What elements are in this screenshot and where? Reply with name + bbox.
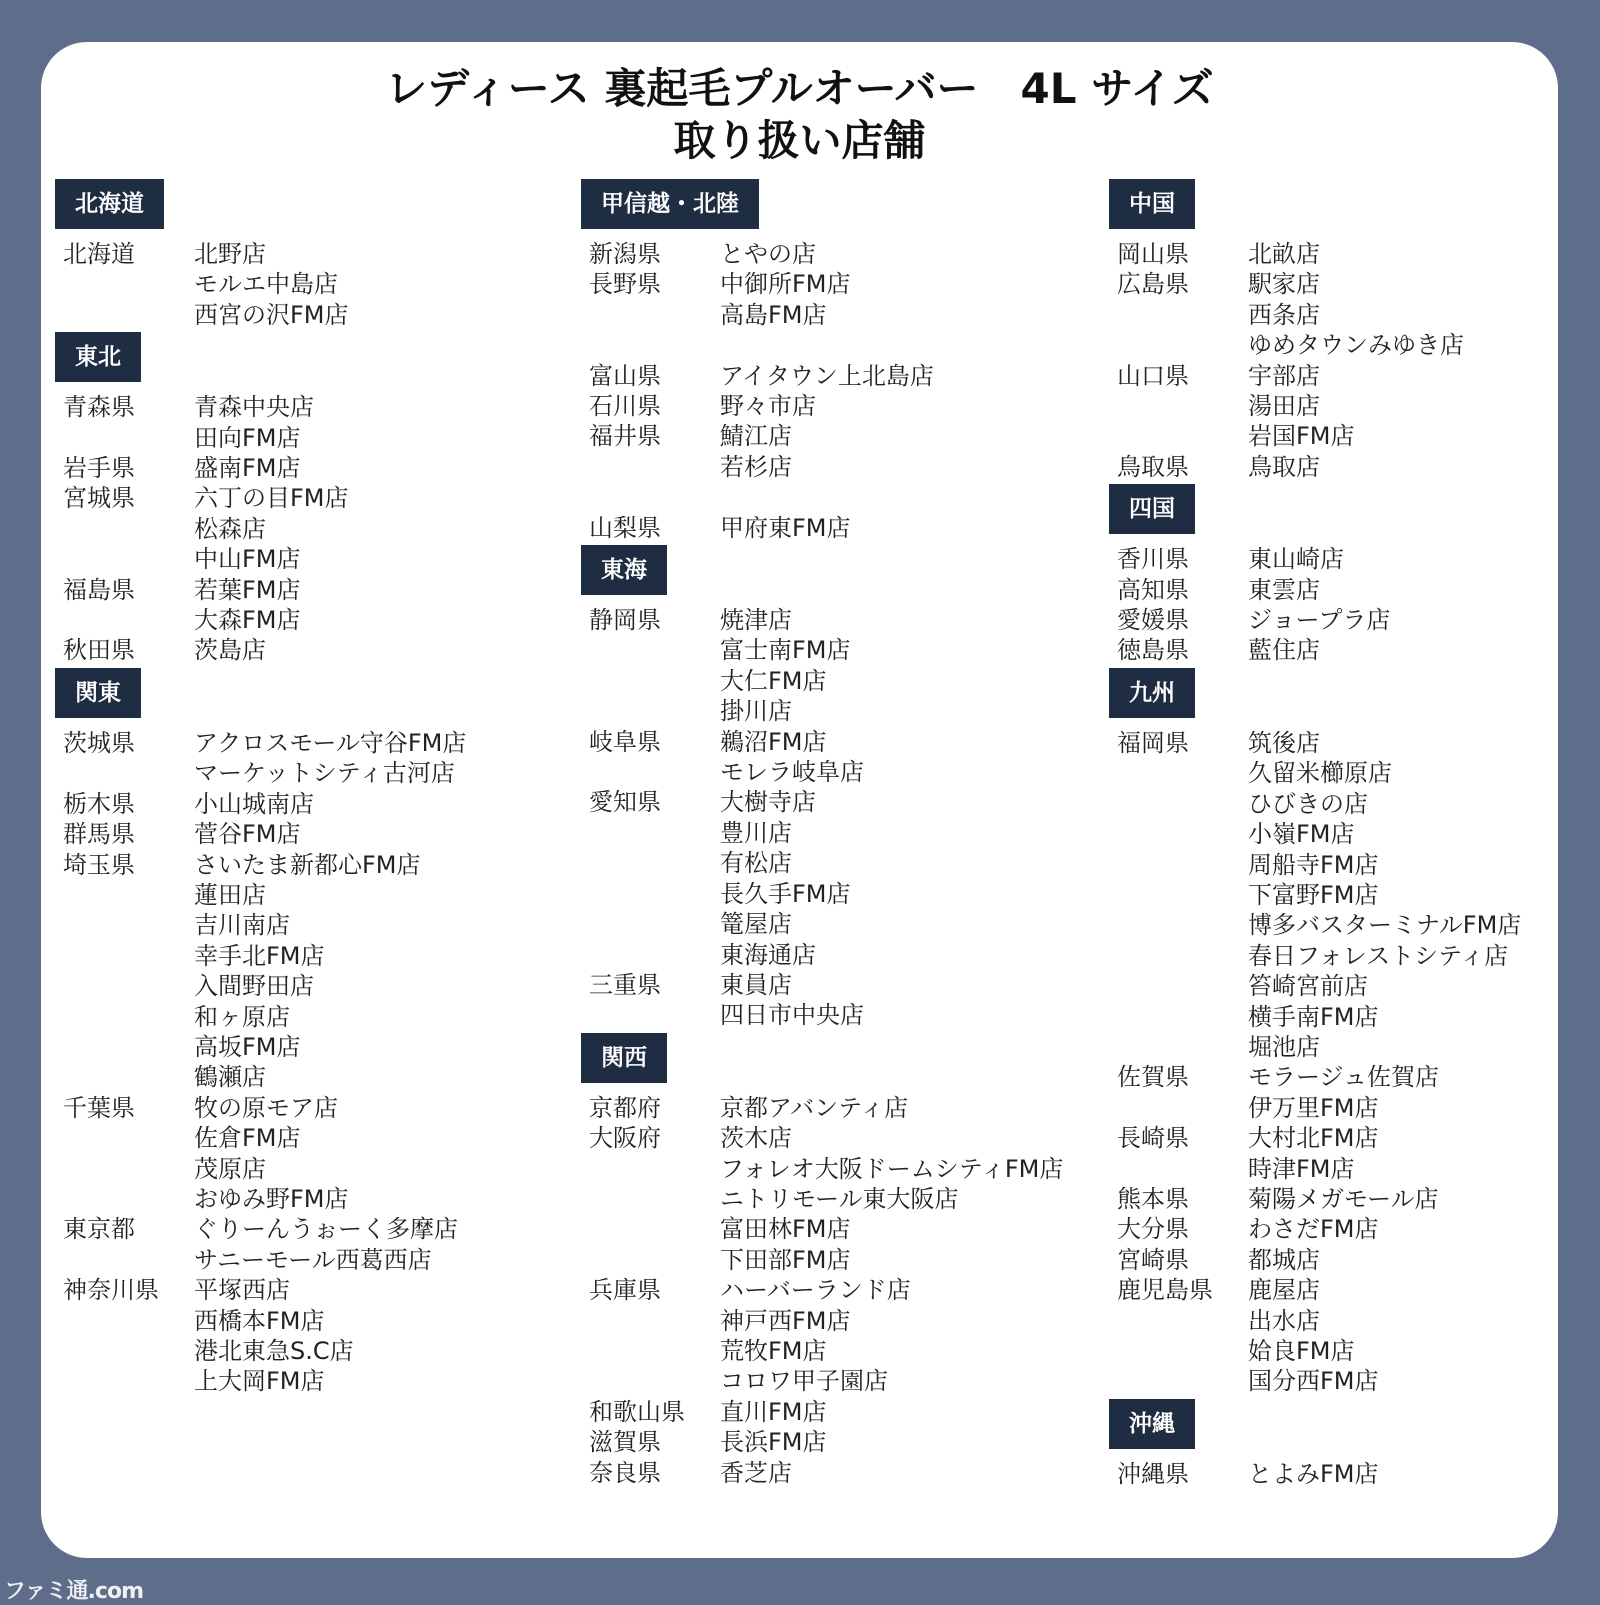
store-name: 駅家店 [1248, 270, 1320, 299]
store-name: 富士南FM店 [720, 636, 851, 665]
store-name: 京都アバンティ店 [720, 1093, 909, 1122]
store-name: 茂原店 [194, 1154, 266, 1183]
store-name: 筑後店 [1248, 728, 1320, 757]
store-name: 有松店 [720, 849, 792, 878]
store-list [720, 421, 792, 482]
store-list [194, 453, 301, 483]
store-list [1248, 1062, 1439, 1123]
store-list [720, 1123, 1063, 1275]
store-list [720, 239, 816, 269]
store-name: ひびきの店 [1248, 789, 1368, 818]
store-name: 伊万里FM店 [1248, 1093, 1379, 1122]
column-3 [1109, 179, 1521, 1491]
region-header: 中国 [1109, 179, 1195, 229]
store-name: 北畝店 [1248, 240, 1320, 268]
store-name: 西宮の沢FM店 [194, 300, 349, 329]
store-name: 国分西FM店 [1248, 1367, 1379, 1396]
region-header: 関東 [55, 668, 141, 718]
prefecture-name: 長野県 [589, 270, 661, 299]
store-name: 小山城南店 [194, 789, 314, 818]
prefecture-row [581, 727, 1063, 788]
store-name: 大森FM店 [194, 606, 301, 635]
prefecture-name: 鹿児島県 [1117, 1276, 1213, 1305]
prefecture-row [581, 1275, 1063, 1397]
prefecture-row [1109, 1245, 1521, 1275]
store-list [720, 727, 864, 788]
store-name: サニーモール西葛西店 [194, 1245, 432, 1274]
store-name: 小嶺FM店 [1248, 820, 1355, 849]
prefecture-name: 宮城県 [63, 484, 135, 513]
store-list [194, 392, 314, 453]
store-list [1248, 605, 1390, 635]
store-name: 幸手北FM店 [194, 941, 325, 970]
store-name: 下富野FM店 [1248, 880, 1379, 909]
store-name: 西条店 [1248, 300, 1320, 329]
store-list [720, 1093, 908, 1123]
store-list [1248, 239, 1320, 269]
store-list [1248, 361, 1355, 452]
prefecture-name: 和歌山県 [589, 1397, 685, 1426]
prefecture-row [1109, 239, 1521, 269]
prefecture-row [55, 850, 466, 1093]
store-name: 東雲店 [1248, 575, 1320, 604]
region-section [1109, 179, 1521, 482]
prefecture-row [55, 239, 466, 330]
prefecture-name: 滋賀県 [589, 1428, 661, 1457]
prefecture-row [55, 1275, 466, 1397]
store-list [194, 728, 466, 789]
store-list [1248, 1459, 1379, 1489]
prefecture-name: 埼玉県 [63, 850, 135, 879]
page-title: レディース 裏起毛プルオーバー 4L サイズ [385, 64, 1214, 113]
prefecture-name: 徳島県 [1117, 636, 1189, 665]
prefecture-row [581, 1123, 1063, 1275]
store-list [1248, 452, 1320, 482]
region-header: 関西 [581, 1033, 667, 1083]
prefecture-row [1109, 1214, 1521, 1244]
region-header: 北海道 [55, 179, 164, 229]
region-section [55, 668, 466, 1397]
store-name: 中山FM店 [194, 545, 301, 574]
page-subtitle: 取り扱い店舗 [673, 116, 926, 165]
prefecture-row [1109, 269, 1521, 360]
store-name: ニトリモール東大阪店 [720, 1184, 959, 1213]
store-name: 大仁FM店 [720, 666, 827, 695]
store-name: モルエ中島店 [194, 270, 338, 299]
prefecture-row [1109, 452, 1521, 482]
region-header: 甲信越・北陸 [581, 179, 759, 229]
prefecture-row [1109, 1459, 1521, 1489]
prefecture-row [1109, 728, 1521, 1062]
prefecture-name: 高知県 [1117, 575, 1189, 604]
prefecture-row [55, 1093, 466, 1215]
store-name: 松森店 [194, 514, 266, 543]
store-list [720, 1458, 792, 1488]
prefecture-row [1109, 605, 1521, 635]
prefecture-row [55, 1214, 466, 1275]
prefecture-name: 群馬県 [63, 820, 135, 849]
store-name: 久留米櫛原店 [1248, 759, 1392, 788]
prefecture-name: 山梨県 [589, 513, 661, 542]
prefecture-name: 香川県 [1117, 545, 1189, 574]
store-name: 出水店 [1248, 1306, 1320, 1335]
store-list [194, 483, 349, 574]
store-name: 香芝店 [720, 1458, 792, 1487]
prefecture-name: 大阪府 [589, 1124, 661, 1153]
store-name: 大村北FM店 [1248, 1124, 1379, 1153]
store-list [194, 789, 314, 819]
store-name: 北野店 [194, 240, 266, 268]
store-name: 鳥取店 [1248, 452, 1320, 481]
store-list [194, 850, 421, 1093]
store-list [720, 605, 851, 727]
store-list [720, 391, 816, 421]
store-name: 下田部FM店 [720, 1245, 851, 1274]
column-1 [55, 179, 466, 1399]
store-name: ハーバーランド店 [720, 1276, 911, 1305]
store-name: 直川FM店 [720, 1397, 827, 1426]
store-list [1248, 635, 1320, 665]
region-section [581, 545, 1063, 1031]
prefecture-name: 兵庫県 [589, 1276, 661, 1305]
store-list [720, 269, 851, 330]
store-name: 東山崎店 [1248, 545, 1344, 574]
prefecture-name: 大分県 [1117, 1215, 1189, 1244]
prefecture-name: 新潟県 [589, 240, 661, 268]
prefecture-name: 長崎県 [1117, 1124, 1189, 1153]
store-name: 掛川店 [720, 697, 792, 726]
prefecture-row [1109, 1062, 1521, 1123]
store-list [1248, 1245, 1320, 1275]
prefecture-row [581, 421, 1063, 482]
prefecture-name: 石川県 [589, 392, 661, 421]
store-name: とよみFM店 [1248, 1459, 1379, 1488]
store-name: モレラ岐阜店 [720, 758, 864, 787]
store-list [194, 819, 301, 849]
prefecture-row [55, 728, 466, 789]
store-name: 鯖江店 [720, 422, 792, 451]
store-name: モラージュ佐賀店 [1248, 1063, 1440, 1092]
store-list [194, 635, 266, 665]
prefecture-row [581, 391, 1063, 421]
region-header: 九州 [1109, 668, 1195, 718]
prefecture-name: 青森県 [63, 393, 135, 422]
store-list [194, 575, 301, 636]
prefecture-name: 福岡県 [1117, 728, 1189, 757]
prefecture-name: 愛知県 [589, 788, 661, 817]
store-name: 宇部店 [1248, 361, 1320, 390]
store-list [1248, 1214, 1379, 1244]
store-name: 横手南FM店 [1248, 1002, 1379, 1031]
prefecture-row [55, 483, 466, 574]
region-section [55, 179, 466, 330]
store-list [1248, 1123, 1379, 1184]
store-name: アクロスモール守谷FM店 [194, 728, 467, 757]
store-name: 都城店 [1248, 1245, 1320, 1274]
store-name: 茨木店 [720, 1124, 792, 1153]
store-name: 笞崎宮前店 [1248, 972, 1368, 1001]
store-list [720, 1427, 827, 1457]
prefecture-name: 秋田県 [63, 636, 135, 665]
region-header: 東海 [581, 545, 667, 595]
region-header: 四国 [1109, 484, 1195, 534]
blank-line [581, 482, 1063, 512]
store-name: 田向FM店 [194, 423, 301, 452]
store-name: 周船寺FM店 [1248, 850, 1379, 879]
store-list [1248, 1275, 1379, 1397]
store-name: 高坂FM店 [194, 1032, 301, 1061]
store-name: 堀池店 [1248, 1032, 1320, 1061]
store-list [1248, 575, 1320, 605]
store-name: ジョープラ店 [1248, 606, 1391, 635]
store-list [1248, 728, 1521, 1062]
store-name: 高島FM店 [720, 300, 827, 329]
region-section [1109, 668, 1521, 1397]
prefecture-row [1109, 1275, 1521, 1397]
store-name: 青森中央店 [194, 393, 314, 422]
store-name: 盛南FM店 [194, 454, 301, 483]
store-name: マーケットシティ古河店 [194, 759, 455, 788]
store-name: 時津FM店 [1248, 1154, 1355, 1183]
prefecture-row [581, 970, 1063, 1031]
prefecture-name: 沖縄県 [1117, 1459, 1189, 1488]
store-name: 中御所FM店 [720, 270, 851, 299]
store-name: 鶴瀬店 [194, 1063, 266, 1092]
prefecture-name: 茨城県 [63, 728, 135, 757]
prefecture-row [1109, 361, 1521, 452]
prefecture-name: 広島県 [1117, 270, 1189, 299]
store-name: 甲府東FM店 [720, 513, 851, 542]
store-name: ゆめタウンみゆき店 [1248, 331, 1464, 360]
store-name: 牧の原モア店 [194, 1093, 338, 1122]
store-name: 吉川南店 [194, 911, 290, 940]
store-name: 平塚西店 [194, 1276, 290, 1305]
region-header: 沖縄 [1109, 1399, 1195, 1449]
store-name: わさだFM店 [1248, 1215, 1379, 1244]
store-name: 博多バスターミナルFM店 [1248, 911, 1522, 940]
prefecture-name: 京都府 [589, 1093, 661, 1122]
store-name: 大樹寺店 [720, 788, 816, 817]
prefecture-name: 千葉県 [63, 1093, 135, 1122]
prefecture-row [55, 453, 466, 483]
store-name: コロワ甲子園店 [720, 1367, 888, 1396]
prefecture-name: 岡山県 [1117, 240, 1189, 268]
store-name: とやの店 [720, 240, 816, 268]
prefecture-row [581, 787, 1063, 969]
store-list [720, 1275, 911, 1397]
store-list [720, 513, 851, 543]
region-header: 東北 [55, 332, 141, 382]
store-list [720, 970, 864, 1031]
store-name: 東員店 [720, 970, 792, 999]
prefecture-name: 富山県 [589, 361, 661, 390]
store-name: 篭屋店 [720, 910, 792, 939]
region-section [1109, 484, 1521, 666]
store-list [1248, 1184, 1439, 1214]
prefecture-row [581, 1093, 1063, 1123]
store-name: 岩国FM店 [1248, 422, 1355, 451]
prefecture-row [1109, 1123, 1521, 1184]
store-name: 和ヶ原店 [194, 1002, 290, 1031]
store-list [1248, 269, 1464, 360]
prefecture-row [1109, 575, 1521, 605]
region-section [1109, 1399, 1521, 1489]
prefecture-row [581, 269, 1063, 330]
store-name: さいたま新都心FM店 [194, 850, 421, 879]
prefecture-name: 福井県 [589, 422, 661, 451]
prefecture-row [55, 575, 466, 636]
store-list [194, 239, 349, 330]
store-name: 上大岡FM店 [194, 1367, 325, 1396]
prefecture-row [55, 789, 466, 819]
store-name: 蓮田店 [194, 880, 266, 909]
store-name: 港北東急S.C店 [194, 1337, 354, 1365]
prefecture-name: 宮崎県 [1117, 1245, 1189, 1274]
blank-line [581, 330, 1063, 360]
store-name: 茨島店 [194, 636, 266, 665]
store-name: 長浜FM店 [720, 1428, 827, 1457]
store-name: 豊川店 [720, 818, 792, 847]
prefecture-name: 東京都 [63, 1215, 135, 1244]
store-name: 野々市店 [720, 392, 816, 421]
prefecture-name: 熊本県 [1117, 1184, 1189, 1213]
prefecture-row [1109, 544, 1521, 574]
store-name: 富田林FM店 [720, 1215, 851, 1244]
store-list [194, 1275, 354, 1397]
store-name: 若葉FM店 [194, 575, 301, 604]
prefecture-row [55, 819, 466, 849]
prefecture-row [581, 361, 1063, 391]
famitsu-logo: ファミ通.com [4, 1579, 143, 1604]
prefecture-name: 岐阜県 [589, 727, 661, 756]
store-list [720, 1397, 827, 1427]
store-name: 六丁の目FM店 [194, 484, 349, 513]
prefecture-name: 鳥取県 [1117, 452, 1189, 481]
prefecture-name: 奈良県 [589, 1458, 661, 1487]
prefecture-name: 神奈川県 [63, 1276, 159, 1305]
store-name: フォレオ大阪ドームシティFM店 [720, 1154, 1064, 1183]
prefecture-name: 佐賀県 [1117, 1063, 1189, 1092]
store-name: 湯田店 [1248, 392, 1320, 421]
store-name: 藍住店 [1248, 636, 1320, 665]
prefecture-name: 福島県 [63, 575, 135, 604]
prefecture-row [581, 513, 1063, 543]
store-list [1248, 544, 1344, 574]
store-list [720, 787, 851, 969]
store-list [720, 361, 934, 391]
store-name: 佐倉FM店 [194, 1124, 301, 1153]
store-name: 焼津店 [720, 606, 792, 635]
store-name: アイタウン上北島店 [720, 361, 934, 390]
region-section [581, 1033, 1063, 1488]
store-name: ぐりーんうぉーく多摩店 [194, 1215, 458, 1244]
region-section [581, 179, 1063, 543]
prefecture-row [55, 635, 466, 665]
prefecture-name: 三重県 [589, 970, 661, 999]
prefecture-row [55, 392, 466, 453]
store-name: 神戸西FM店 [720, 1306, 851, 1335]
store-name: 姶良FM店 [1248, 1337, 1355, 1365]
prefecture-name: 愛媛県 [1117, 606, 1189, 635]
store-name: 菊陽メガモール店 [1248, 1184, 1439, 1213]
prefecture-name: 岩手県 [63, 454, 135, 483]
prefecture-name: 北海道 [63, 240, 135, 268]
prefecture-name: 山口県 [1117, 361, 1189, 390]
store-list-card [41, 42, 1558, 1558]
store-name: 鹿屋店 [1248, 1276, 1320, 1305]
prefecture-row [1109, 1184, 1521, 1214]
store-list [194, 1093, 349, 1215]
prefecture-row [581, 605, 1063, 727]
store-name: 若杉店 [720, 452, 792, 481]
region-section [55, 332, 466, 666]
store-name: 四日市中央店 [720, 1001, 864, 1030]
prefecture-row [1109, 635, 1521, 665]
store-name: おゆみ野FM店 [194, 1184, 349, 1213]
prefecture-row [581, 1427, 1063, 1457]
column-2 [581, 179, 1063, 1490]
store-name: 春日フォレストシティ店 [1248, 941, 1509, 970]
store-name: 長久手FM店 [720, 879, 851, 908]
prefecture-row [581, 239, 1063, 269]
store-name: 鵜沼FM店 [720, 727, 827, 756]
prefecture-name: 静岡県 [589, 606, 661, 635]
store-name: 東海通店 [720, 940, 816, 969]
prefecture-row [581, 1397, 1063, 1427]
store-name: 入間野田店 [194, 972, 314, 1001]
store-name: 菅谷FM店 [194, 820, 301, 849]
store-name: 荒牧FM店 [720, 1336, 827, 1365]
store-list [194, 1214, 458, 1275]
store-name: 西橋本FM店 [194, 1306, 325, 1335]
prefecture-row [581, 1458, 1063, 1488]
prefecture-name: 栃木県 [63, 789, 135, 818]
